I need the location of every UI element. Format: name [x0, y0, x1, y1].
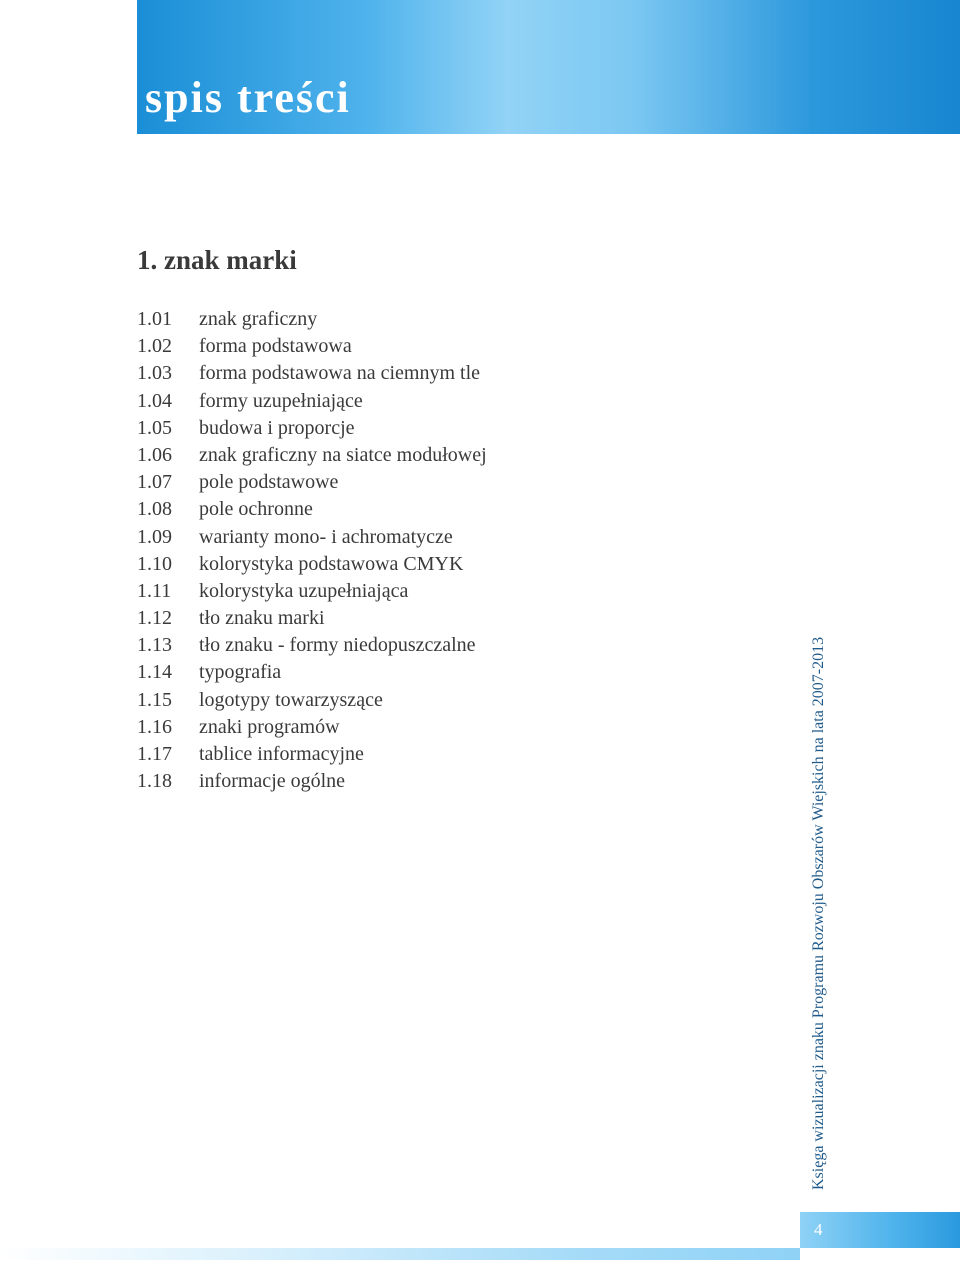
page-number: 4	[814, 1220, 823, 1239]
page-number-box	[800, 1212, 960, 1248]
section-heading: 1. znak marki	[137, 245, 297, 275]
toc-item-number: 1.09	[137, 525, 172, 548]
toc-item-label: tło znaku marki	[199, 607, 325, 630]
toc-item-label: forma podstawowa	[199, 335, 352, 358]
toc-item-label: warianty mono- i achromatycze	[199, 525, 453, 548]
toc-item	[137, 659, 757, 686]
toc-item-label: znak graficzny	[199, 308, 318, 330]
toc-item-number: 1.08	[137, 498, 172, 521]
page-title: spis treści	[145, 73, 351, 122]
toc-item-number: 1.15	[137, 688, 172, 711]
toc-item	[137, 605, 757, 632]
toc-item-label: logotypy towarzyszące	[199, 688, 383, 711]
toc-item-label: znaki programów	[199, 715, 340, 738]
header-banner	[137, 0, 960, 134]
toc-item-number: 1.10	[137, 552, 172, 575]
toc-item-label: typografia	[199, 661, 282, 684]
toc-item-number: 1.11	[137, 579, 172, 602]
toc-item	[137, 415, 757, 442]
toc-item-number: 1.12	[137, 607, 172, 630]
toc-item-label: pole podstawowe	[199, 471, 339, 494]
toc-item-label: tablice informacyjne	[199, 743, 364, 765]
toc-item	[137, 632, 757, 659]
toc-item	[137, 578, 757, 605]
toc-item-label: formy uzupełniające	[199, 389, 363, 412]
toc-item	[137, 360, 757, 387]
toc-item-label: budowa i proporcje	[199, 416, 355, 439]
toc-item-number: 1.14	[137, 661, 172, 684]
toc-item-number: 1.18	[137, 770, 172, 793]
toc-item-number: 1.17	[137, 743, 172, 765]
toc-item-number: 1.06	[137, 443, 172, 466]
toc-item	[137, 524, 757, 551]
toc-item-label: pole ochronne	[199, 498, 313, 521]
toc-item	[137, 388, 757, 415]
toc-item	[137, 496, 757, 523]
bottom-gradient-strip	[0, 1248, 800, 1260]
toc-item-number: 1.05	[137, 416, 172, 439]
toc-item-number: 1.02	[137, 335, 172, 358]
toc-item-number: 1.07	[137, 471, 172, 494]
toc-item-label: forma podstawowa na ciemnym tle	[199, 362, 481, 385]
toc-item	[137, 469, 757, 496]
toc-item-label: kolorystyka podstawowa CMYK	[199, 552, 464, 575]
toc-item	[137, 768, 757, 795]
toc-item-label: kolorystyka uzupełniająca	[199, 579, 409, 602]
toc-item	[137, 333, 757, 360]
toc-item	[137, 442, 757, 469]
toc-item	[137, 741, 757, 768]
toc-item	[137, 551, 757, 578]
toc-item-number: 1.13	[137, 634, 172, 657]
toc-item-label: znak graficzny na siatce modułowej	[199, 443, 487, 466]
toc-item-number: 1.04	[137, 389, 172, 412]
toc-list	[137, 306, 757, 795]
toc-item	[137, 306, 757, 333]
toc-item	[137, 714, 757, 741]
toc-item	[137, 687, 757, 714]
toc-item-number: 1.03	[137, 362, 172, 385]
toc-item-number: 1.01	[137, 308, 172, 330]
toc-item-number: 1.16	[137, 715, 172, 738]
vertical-book-title: Księga wizualizacji znaku Programu Rozwoju Obszarów Wiejskich na lata 2007-2013	[810, 636, 827, 1190]
toc-item-label: informacje ogólne	[199, 770, 346, 793]
toc-item-label: tło znaku - formy niedopuszczalne	[199, 634, 476, 657]
